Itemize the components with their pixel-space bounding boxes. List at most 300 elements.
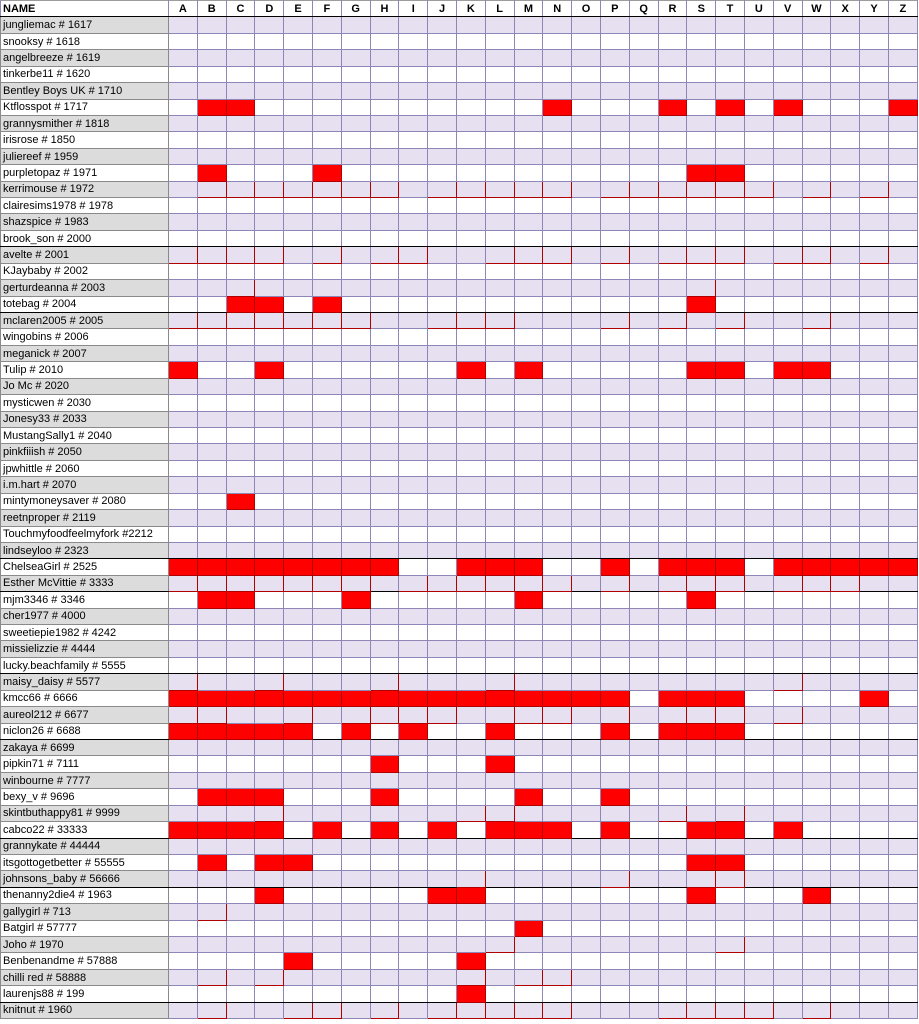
- marked-cell-b[interactable]: [197, 1002, 226, 1018]
- grid-cell-e[interactable]: [284, 937, 313, 953]
- grid-cell-d[interactable]: [255, 427, 284, 443]
- marked-cell-k[interactable]: [456, 690, 485, 706]
- grid-cell-o[interactable]: [572, 969, 601, 985]
- grid-cell-u[interactable]: [744, 937, 773, 953]
- marked-cell-n[interactable]: [543, 99, 572, 115]
- grid-cell-f[interactable]: [312, 542, 341, 558]
- grid-cell-e[interactable]: [284, 871, 313, 887]
- grid-cell-h[interactable]: [370, 477, 399, 493]
- marked-cell-t[interactable]: [716, 559, 745, 575]
- grid-cell-u[interactable]: [744, 280, 773, 296]
- grid-cell-e[interactable]: [284, 148, 313, 164]
- grid-cell-d[interactable]: [255, 378, 284, 394]
- grid-cell-v[interactable]: [773, 542, 802, 558]
- grid-cell-n[interactable]: [543, 887, 572, 903]
- grid-cell-l[interactable]: [485, 460, 514, 476]
- grid-cell-z[interactable]: [888, 608, 917, 624]
- grid-cell-u[interactable]: [744, 313, 773, 329]
- grid-cell-v[interactable]: [773, 493, 802, 509]
- grid-cell-v[interactable]: [773, 263, 802, 279]
- grid-cell-h[interactable]: [370, 526, 399, 542]
- grid-cell-u[interactable]: [744, 707, 773, 723]
- grid-cell-u[interactable]: [744, 263, 773, 279]
- grid-cell-o[interactable]: [572, 805, 601, 821]
- grid-cell-i[interactable]: [399, 17, 428, 33]
- grid-cell-o[interactable]: [572, 789, 601, 805]
- grid-cell-e[interactable]: [284, 920, 313, 936]
- grid-cell-d[interactable]: [255, 99, 284, 115]
- grid-cell-j[interactable]: [428, 854, 457, 870]
- grid-cell-i[interactable]: [399, 641, 428, 657]
- grid-cell-d[interactable]: [255, 132, 284, 148]
- marked-cell-m[interactable]: [514, 969, 543, 985]
- marked-cell-a[interactable]: [169, 575, 198, 591]
- grid-cell-m[interactable]: [514, 739, 543, 755]
- grid-cell-s[interactable]: [687, 542, 716, 558]
- grid-cell-l[interactable]: [485, 411, 514, 427]
- grid-cell-b[interactable]: [197, 674, 226, 690]
- grid-cell-p[interactable]: [600, 854, 629, 870]
- row-name-cell[interactable]: skintbuthappy81 # 9999: [1, 805, 169, 821]
- grid-cell-q[interactable]: [629, 395, 658, 411]
- grid-cell-y[interactable]: [860, 263, 889, 279]
- grid-cell-q[interactable]: [629, 805, 658, 821]
- marked-cell-l[interactable]: [485, 181, 514, 197]
- grid-cell-j[interactable]: [428, 477, 457, 493]
- grid-cell-a[interactable]: [169, 871, 198, 887]
- grid-cell-w[interactable]: [802, 657, 831, 673]
- grid-cell-b[interactable]: [197, 395, 226, 411]
- grid-cell-s[interactable]: [687, 411, 716, 427]
- grid-cell-p[interactable]: [600, 280, 629, 296]
- grid-cell-m[interactable]: [514, 214, 543, 230]
- grid-cell-p[interactable]: [600, 329, 629, 345]
- grid-cell-c[interactable]: [226, 854, 255, 870]
- grid-cell-y[interactable]: [860, 592, 889, 608]
- grid-cell-p[interactable]: [600, 427, 629, 443]
- grid-cell-y[interactable]: [860, 575, 889, 591]
- grid-cell-l[interactable]: [485, 378, 514, 394]
- grid-cell-o[interactable]: [572, 920, 601, 936]
- grid-cell-s[interactable]: [687, 904, 716, 920]
- grid-cell-h[interactable]: [370, 427, 399, 443]
- marked-cell-d[interactable]: [255, 362, 284, 378]
- grid-cell-q[interactable]: [629, 707, 658, 723]
- grid-cell-j[interactable]: [428, 247, 457, 263]
- grid-cell-n[interactable]: [543, 378, 572, 394]
- grid-cell-g[interactable]: [341, 362, 370, 378]
- grid-cell-h[interactable]: [370, 772, 399, 788]
- grid-cell-i[interactable]: [399, 739, 428, 755]
- grid-cell-q[interactable]: [629, 937, 658, 953]
- grid-cell-m[interactable]: [514, 66, 543, 82]
- grid-cell-g[interactable]: [341, 66, 370, 82]
- marked-cell-c[interactable]: [226, 296, 255, 312]
- grid-cell-o[interactable]: [572, 17, 601, 33]
- marked-cell-d[interactable]: [255, 181, 284, 197]
- grid-cell-h[interactable]: [370, 83, 399, 99]
- grid-cell-q[interactable]: [629, 986, 658, 1002]
- grid-cell-h[interactable]: [370, 953, 399, 969]
- marked-cell-n[interactable]: [543, 575, 572, 591]
- grid-cell-m[interactable]: [514, 378, 543, 394]
- grid-cell-d[interactable]: [255, 198, 284, 214]
- grid-cell-y[interactable]: [860, 329, 889, 345]
- grid-cell-v[interactable]: [773, 920, 802, 936]
- marked-cell-t[interactable]: [716, 362, 745, 378]
- grid-cell-n[interactable]: [543, 132, 572, 148]
- grid-cell-w[interactable]: [802, 198, 831, 214]
- grid-cell-a[interactable]: [169, 296, 198, 312]
- grid-cell-u[interactable]: [744, 789, 773, 805]
- grid-cell-h[interactable]: [370, 608, 399, 624]
- grid-cell-c[interactable]: [226, 657, 255, 673]
- grid-cell-m[interactable]: [514, 542, 543, 558]
- grid-cell-h[interactable]: [370, 66, 399, 82]
- grid-cell-k[interactable]: [456, 937, 485, 953]
- grid-cell-s[interactable]: [687, 345, 716, 361]
- grid-cell-u[interactable]: [744, 559, 773, 575]
- grid-cell-d[interactable]: [255, 395, 284, 411]
- grid-cell-z[interactable]: [888, 214, 917, 230]
- marked-cell-t[interactable]: [716, 854, 745, 870]
- grid-cell-f[interactable]: [312, 510, 341, 526]
- grid-cell-c[interactable]: [226, 904, 255, 920]
- grid-cell-g[interactable]: [341, 608, 370, 624]
- marked-cell-h[interactable]: [370, 707, 399, 723]
- grid-cell-y[interactable]: [860, 920, 889, 936]
- marked-cell-i[interactable]: [399, 575, 428, 591]
- marked-cell-y[interactable]: [860, 559, 889, 575]
- grid-cell-z[interactable]: [888, 887, 917, 903]
- marked-cell-e[interactable]: [284, 707, 313, 723]
- grid-cell-g[interactable]: [341, 395, 370, 411]
- grid-cell-c[interactable]: [226, 986, 255, 1002]
- marked-cell-t[interactable]: [716, 165, 745, 181]
- grid-cell-f[interactable]: [312, 115, 341, 131]
- grid-cell-w[interactable]: [802, 822, 831, 838]
- grid-cell-y[interactable]: [860, 230, 889, 246]
- grid-cell-b[interactable]: [197, 625, 226, 641]
- grid-cell-e[interactable]: [284, 362, 313, 378]
- grid-cell-d[interactable]: [255, 411, 284, 427]
- grid-cell-j[interactable]: [428, 871, 457, 887]
- grid-cell-r[interactable]: [658, 953, 687, 969]
- grid-cell-z[interactable]: [888, 657, 917, 673]
- grid-cell-c[interactable]: [226, 510, 255, 526]
- grid-cell-n[interactable]: [543, 559, 572, 575]
- grid-cell-q[interactable]: [629, 33, 658, 49]
- grid-cell-h[interactable]: [370, 493, 399, 509]
- grid-cell-f[interactable]: [312, 460, 341, 476]
- grid-cell-f[interactable]: [312, 674, 341, 690]
- grid-cell-m[interactable]: [514, 296, 543, 312]
- grid-cell-y[interactable]: [860, 148, 889, 164]
- grid-cell-s[interactable]: [687, 395, 716, 411]
- grid-cell-f[interactable]: [312, 444, 341, 460]
- grid-cell-i[interactable]: [399, 181, 428, 197]
- row-name-cell[interactable]: jungliemac # 1617: [1, 17, 169, 33]
- grid-cell-h[interactable]: [370, 723, 399, 739]
- grid-cell-m[interactable]: [514, 115, 543, 131]
- grid-cell-h[interactable]: [370, 230, 399, 246]
- marked-cell-x[interactable]: [831, 559, 860, 575]
- grid-cell-a[interactable]: [169, 83, 198, 99]
- row-name-cell[interactable]: sweetiepie1982 # 4242: [1, 625, 169, 641]
- grid-cell-i[interactable]: [399, 50, 428, 66]
- grid-cell-v[interactable]: [773, 148, 802, 164]
- grid-cell-b[interactable]: [197, 542, 226, 558]
- grid-cell-s[interactable]: [687, 83, 716, 99]
- marked-cell-j[interactable]: [428, 690, 457, 706]
- marked-cell-t[interactable]: [716, 937, 745, 953]
- grid-cell-m[interactable]: [514, 510, 543, 526]
- grid-cell-k[interactable]: [456, 756, 485, 772]
- grid-cell-g[interactable]: [341, 510, 370, 526]
- grid-cell-w[interactable]: [802, 214, 831, 230]
- marked-cell-y[interactable]: [860, 690, 889, 706]
- grid-cell-u[interactable]: [744, 592, 773, 608]
- grid-cell-g[interactable]: [341, 904, 370, 920]
- grid-cell-m[interactable]: [514, 444, 543, 460]
- grid-cell-h[interactable]: [370, 362, 399, 378]
- grid-cell-g[interactable]: [341, 526, 370, 542]
- grid-cell-l[interactable]: [485, 115, 514, 131]
- column-header-a[interactable]: A: [169, 1, 198, 17]
- grid-cell-s[interactable]: [687, 17, 716, 33]
- grid-cell-e[interactable]: [284, 739, 313, 755]
- marked-cell-l[interactable]: [485, 822, 514, 838]
- grid-cell-o[interactable]: [572, 887, 601, 903]
- grid-cell-d[interactable]: [255, 214, 284, 230]
- grid-cell-k[interactable]: [456, 345, 485, 361]
- grid-cell-s[interactable]: [687, 427, 716, 443]
- grid-cell-r[interactable]: [658, 510, 687, 526]
- grid-cell-h[interactable]: [370, 411, 399, 427]
- grid-cell-u[interactable]: [744, 247, 773, 263]
- grid-cell-w[interactable]: [802, 592, 831, 608]
- grid-cell-q[interactable]: [629, 313, 658, 329]
- column-header-e[interactable]: E: [284, 1, 313, 17]
- marked-cell-p[interactable]: [600, 247, 629, 263]
- grid-cell-t[interactable]: [716, 460, 745, 476]
- grid-cell-t[interactable]: [716, 526, 745, 542]
- row-name-cell[interactable]: Jo Mc # 2020: [1, 378, 169, 394]
- grid-cell-p[interactable]: [600, 969, 629, 985]
- grid-cell-l[interactable]: [485, 904, 514, 920]
- row-name-cell[interactable]: pinkfiiish # 2050: [1, 444, 169, 460]
- grid-cell-p[interactable]: [600, 937, 629, 953]
- grid-cell-j[interactable]: [428, 805, 457, 821]
- grid-cell-x[interactable]: [831, 99, 860, 115]
- grid-cell-v[interactable]: [773, 280, 802, 296]
- grid-cell-j[interactable]: [428, 296, 457, 312]
- grid-cell-o[interactable]: [572, 871, 601, 887]
- marked-cell-c[interactable]: [226, 559, 255, 575]
- grid-cell-s[interactable]: [687, 772, 716, 788]
- grid-cell-v[interactable]: [773, 296, 802, 312]
- row-name-cell[interactable]: Esther McVittie # 3333: [1, 575, 169, 591]
- grid-cell-n[interactable]: [543, 542, 572, 558]
- grid-cell-a[interactable]: [169, 1002, 198, 1018]
- marked-cell-j[interactable]: [428, 707, 457, 723]
- grid-cell-k[interactable]: [456, 83, 485, 99]
- grid-cell-l[interactable]: [485, 953, 514, 969]
- grid-cell-d[interactable]: [255, 493, 284, 509]
- grid-cell-q[interactable]: [629, 50, 658, 66]
- marked-cell-w[interactable]: [802, 362, 831, 378]
- grid-cell-q[interactable]: [629, 427, 658, 443]
- grid-cell-z[interactable]: [888, 542, 917, 558]
- row-name-cell[interactable]: ChelseaGirl # 2525: [1, 559, 169, 575]
- grid-cell-e[interactable]: [284, 822, 313, 838]
- row-name-cell[interactable]: Benbenandme # 57888: [1, 953, 169, 969]
- column-header-l[interactable]: L: [485, 1, 514, 17]
- marked-cell-f[interactable]: [312, 690, 341, 706]
- grid-cell-c[interactable]: [226, 50, 255, 66]
- marked-cell-e[interactable]: [284, 1002, 313, 1018]
- grid-cell-i[interactable]: [399, 66, 428, 82]
- grid-cell-n[interactable]: [543, 50, 572, 66]
- grid-cell-y[interactable]: [860, 937, 889, 953]
- grid-cell-d[interactable]: [255, 756, 284, 772]
- grid-cell-w[interactable]: [802, 739, 831, 755]
- grid-cell-k[interactable]: [456, 739, 485, 755]
- marked-cell-p[interactable]: [600, 822, 629, 838]
- grid-cell-u[interactable]: [744, 132, 773, 148]
- grid-cell-x[interactable]: [831, 920, 860, 936]
- grid-cell-k[interactable]: [456, 723, 485, 739]
- grid-cell-t[interactable]: [716, 641, 745, 657]
- grid-cell-z[interactable]: [888, 986, 917, 1002]
- grid-cell-h[interactable]: [370, 460, 399, 476]
- marked-cell-c[interactable]: [226, 723, 255, 739]
- grid-cell-g[interactable]: [341, 214, 370, 230]
- grid-cell-e[interactable]: [284, 477, 313, 493]
- marked-cell-s[interactable]: [687, 707, 716, 723]
- grid-cell-j[interactable]: [428, 969, 457, 985]
- grid-cell-j[interactable]: [428, 739, 457, 755]
- grid-cell-d[interactable]: [255, 477, 284, 493]
- grid-cell-e[interactable]: [284, 17, 313, 33]
- row-name-cell[interactable]: maisy_daisy # 5577: [1, 674, 169, 690]
- grid-cell-j[interactable]: [428, 427, 457, 443]
- grid-cell-z[interactable]: [888, 739, 917, 755]
- grid-cell-l[interactable]: [485, 99, 514, 115]
- grid-cell-h[interactable]: [370, 641, 399, 657]
- grid-cell-s[interactable]: [687, 937, 716, 953]
- marked-cell-l[interactable]: [485, 805, 514, 821]
- grid-cell-c[interactable]: [226, 66, 255, 82]
- grid-cell-q[interactable]: [629, 592, 658, 608]
- marked-cell-j[interactable]: [428, 822, 457, 838]
- grid-cell-e[interactable]: [284, 296, 313, 312]
- grid-cell-v[interactable]: [773, 723, 802, 739]
- column-header-d[interactable]: D: [255, 1, 284, 17]
- grid-cell-b[interactable]: [197, 920, 226, 936]
- grid-cell-x[interactable]: [831, 395, 860, 411]
- marked-cell-r[interactable]: [658, 723, 687, 739]
- grid-cell-j[interactable]: [428, 99, 457, 115]
- grid-cell-y[interactable]: [860, 526, 889, 542]
- marked-cell-s[interactable]: [687, 887, 716, 903]
- grid-cell-n[interactable]: [543, 805, 572, 821]
- grid-cell-b[interactable]: [197, 756, 226, 772]
- row-name-cell[interactable]: lindseyloo # 2323: [1, 542, 169, 558]
- grid-cell-d[interactable]: [255, 17, 284, 33]
- grid-cell-q[interactable]: [629, 789, 658, 805]
- grid-cell-f[interactable]: [312, 99, 341, 115]
- grid-cell-a[interactable]: [169, 181, 198, 197]
- grid-cell-w[interactable]: [802, 641, 831, 657]
- row-name-cell[interactable]: johnsons_baby # 56666: [1, 871, 169, 887]
- row-name-cell[interactable]: shazspice # 1983: [1, 214, 169, 230]
- grid-cell-n[interactable]: [543, 165, 572, 181]
- grid-cell-p[interactable]: [600, 296, 629, 312]
- grid-cell-d[interactable]: [255, 148, 284, 164]
- marked-cell-t[interactable]: [716, 690, 745, 706]
- marked-cell-g[interactable]: [341, 723, 370, 739]
- row-name-cell[interactable]: lucky.beachfamily # 5555: [1, 657, 169, 673]
- grid-cell-o[interactable]: [572, 115, 601, 131]
- marked-cell-r[interactable]: [658, 181, 687, 197]
- grid-cell-y[interactable]: [860, 723, 889, 739]
- grid-cell-c[interactable]: [226, 477, 255, 493]
- grid-cell-q[interactable]: [629, 148, 658, 164]
- grid-cell-v[interactable]: [773, 477, 802, 493]
- grid-cell-a[interactable]: [169, 838, 198, 854]
- grid-cell-e[interactable]: [284, 230, 313, 246]
- grid-cell-b[interactable]: [197, 887, 226, 903]
- grid-cell-c[interactable]: [226, 33, 255, 49]
- grid-cell-v[interactable]: [773, 329, 802, 345]
- grid-cell-b[interactable]: [197, 214, 226, 230]
- grid-cell-p[interactable]: [600, 887, 629, 903]
- grid-cell-q[interactable]: [629, 280, 658, 296]
- grid-cell-r[interactable]: [658, 280, 687, 296]
- grid-cell-i[interactable]: [399, 854, 428, 870]
- grid-cell-y[interactable]: [860, 510, 889, 526]
- marked-cell-c[interactable]: [226, 247, 255, 263]
- grid-cell-y[interactable]: [860, 99, 889, 115]
- grid-cell-r[interactable]: [658, 345, 687, 361]
- grid-cell-b[interactable]: [197, 198, 226, 214]
- grid-cell-z[interactable]: [888, 822, 917, 838]
- grid-cell-n[interactable]: [543, 641, 572, 657]
- grid-cell-u[interactable]: [744, 739, 773, 755]
- grid-cell-e[interactable]: [284, 411, 313, 427]
- grid-cell-i[interactable]: [399, 198, 428, 214]
- marked-cell-s[interactable]: [687, 280, 716, 296]
- marked-cell-v[interactable]: [773, 362, 802, 378]
- grid-cell-n[interactable]: [543, 920, 572, 936]
- marked-cell-b[interactable]: [197, 575, 226, 591]
- grid-cell-v[interactable]: [773, 526, 802, 542]
- marked-cell-b[interactable]: [197, 313, 226, 329]
- grid-cell-u[interactable]: [744, 838, 773, 854]
- grid-cell-w[interactable]: [802, 427, 831, 443]
- grid-cell-f[interactable]: [312, 329, 341, 345]
- grid-cell-c[interactable]: [226, 641, 255, 657]
- grid-cell-g[interactable]: [341, 641, 370, 657]
- grid-cell-k[interactable]: [456, 904, 485, 920]
- grid-cell-a[interactable]: [169, 920, 198, 936]
- grid-cell-j[interactable]: [428, 789, 457, 805]
- grid-cell-m[interactable]: [514, 526, 543, 542]
- marked-cell-f[interactable]: [312, 822, 341, 838]
- grid-cell-q[interactable]: [629, 460, 658, 476]
- grid-cell-y[interactable]: [860, 969, 889, 985]
